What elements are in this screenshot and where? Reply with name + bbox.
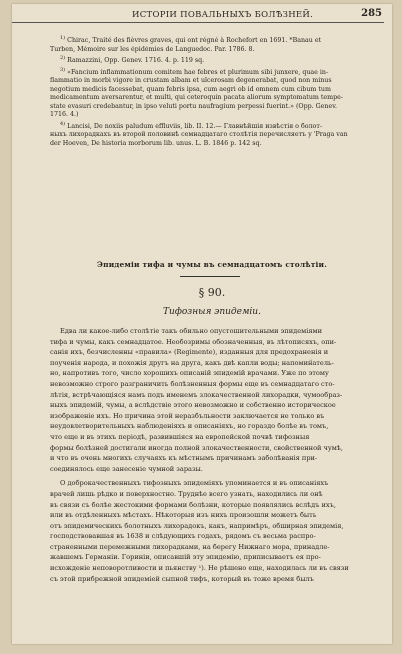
body-line: и что въ очень многихъ случаяхъ къ мѣстнымъ причинамъ заболѣванія при-	[50, 454, 318, 463]
body-line: формы болѣзней достигали иногда полной злокачественности, свойственной чумѣ,	[50, 443, 343, 452]
body-line: поученія народа, и похожія другъ на друга, какъ двѣ капли воды; напомин̈атель-	[50, 358, 334, 367]
footnote-marker: 4)	[60, 120, 66, 127]
footnote-marker: 3)	[60, 66, 66, 73]
body-line: отъ эпидемическихъ болотныхъ лихорадокъ, какъ, напримѣръ, обширная эпидемія,	[50, 521, 344, 530]
footnote-line: state evasuri credebantur, in ipso veluti portu naufragium perpessi fuerint.» (Opp. Genev.	[50, 102, 337, 110]
body-line: лѣтія, встрѣчающіяся намъ подъ именемъ злокачественной лихорадки, чумообраз-	[50, 390, 343, 399]
footnote-line: flammatio in morbi vigore in crustam albam et ulcerosam degenerabat, quod non minus	[50, 77, 332, 85]
running-header	[12, 8, 384, 23]
body-line: изображеніе ихъ. Но причина этой неразбъльности заключается не только въ	[50, 411, 325, 420]
footnote-line: Turben, Mémoire sur les épidémies de Languedoc. Par. 1786. 8.	[50, 45, 255, 53]
footnote-line: ныхъ лихорадкахъ въ второй половинѣ семнадцатаго столѣтія перечисляетъ у 'Praga van	[50, 131, 348, 139]
body-line: жавшемъ Германіи. Гориніи, описавшій эту эпидемію, приписываетъ ея про-	[50, 553, 321, 562]
body-line: врачей лишь рѣдко и поверхностно. Труднѣе всего узнать, находились ли онѣ	[50, 489, 323, 498]
footnote-line: 1716. 4.)	[50, 111, 79, 119]
body-line: невозможно строго разграничить болѣзненныя формы еще въ семнадцатаго сто-	[50, 379, 335, 388]
footnote-line: medicamentum aversarentur, et multi, qui ceteroquin pacata aliorum symptomatum tempe-	[50, 94, 343, 102]
book-page	[12, 4, 392, 644]
footnote	[50, 66, 382, 120]
divider	[180, 276, 240, 277]
footnote-line: $^{2)}$ Ramazzini, Opp. Genev. 1716. 4. p. 119 sq.	[60, 55, 205, 65]
footnote-marker: 1)	[60, 35, 66, 41]
footnote	[50, 34, 382, 54]
body-line: что еще и въ этихъ періодѣ, развившіяся на европейской почвѣ тифозныя	[50, 432, 310, 441]
body-line: неудовлетворительныхъ наблюденіяхъ и описаніяхъ, но гораздо болѣе въ томъ,	[50, 422, 329, 431]
footnote-marker: 2)	[60, 55, 66, 62]
body-line: но, напротивъ того, число хорошихъ описаній эпидемій врачами. Уже по этому	[50, 369, 329, 378]
footnote-line: der Hoeven, De historia morborum lib. unus. L. B. 1846 p. 142 sq.	[50, 139, 262, 147]
running-title: ИСТОРІИ ПОВАЛЬНЫХЪ БОЛѢЗНЕЙ.	[132, 10, 314, 20]
body-line: въ связи съ болѣе жестокими формами болѣзни, которые появлялись вслѣдъ ихъ,	[50, 500, 336, 509]
footnote	[50, 54, 382, 66]
body-text	[50, 326, 382, 584]
footnote-line: $^{1)}$ Chirac, Traité des fièvres graves, qui ont régné à Rochefort en 1691. *Banau et	[60, 35, 322, 45]
body-line: О доброкачественныхъ тифозныхъ эпидеміяхъ упоминается и въ описаніяхъ	[60, 479, 329, 488]
footnote-line: $^{4)}$ Lancisi, De noxiis paludum effluviis, lib. II. 12.— Главнѣйшія извѣстія о болот-	[60, 120, 322, 130]
section-heading: Эпидеміи тифа и чумы въ семнадцатомъ столѣтіи.	[97, 260, 327, 269]
body-line: или въ отдѣленныхъ мѣстахъ. Нѣкоторыя изъ нихъ произошли можетъ быть	[50, 511, 317, 520]
body-line: соединялось еще занесеніе чумной заразы.	[50, 464, 203, 473]
footnote-line: $^{3)}$ «Fancium inflammationum comitem hae febres et plurimum sibi junxere, quae in-	[60, 66, 329, 76]
paragraph-number: § 90.	[198, 286, 226, 299]
body-line: господствовавшая въ 1638 и слѣдующихъ годахъ, рядомъ съ весьма распро-	[50, 532, 316, 541]
body-line: тифа и чумы, какъ семнадцатое. Необозримы обозначенныя, въ лѣтописяхъ, опи-	[50, 337, 337, 346]
body-line: страненными перемежными лихорадками, на берегу Нижнаго мора, принадле-	[50, 542, 330, 551]
body-line: санія ихъ, безчисленны «правила» (Regimente), изданныя для предохраненія и	[50, 348, 329, 357]
body-line: ныхъ эпидемій, чумы, а вслѣдствіе этого невозможно и собственно историческое	[50, 401, 336, 410]
footnote-line: negotium medicis facessebat, quam febris ipsa, cum aegri ob id omnem cum cibum tum	[50, 85, 331, 93]
page-number: 285	[361, 8, 382, 19]
footnote	[50, 120, 382, 149]
footnotes	[50, 34, 382, 148]
body-line: исхожденіе неповоротливости и пьянству ¹). Не рѣшено еще, находилась ли въ связи	[50, 564, 349, 573]
subsection-title: Тифозныя эпидеміи.	[163, 307, 261, 317]
body-line: Едва ли какое-либо столѣтіе такъ обильно опустошительными эпидеміями	[60, 327, 323, 335]
body-line: съ этой прибрежной эпидеміей сыпной тифъ, который въ тоже время былъ	[50, 574, 314, 583]
